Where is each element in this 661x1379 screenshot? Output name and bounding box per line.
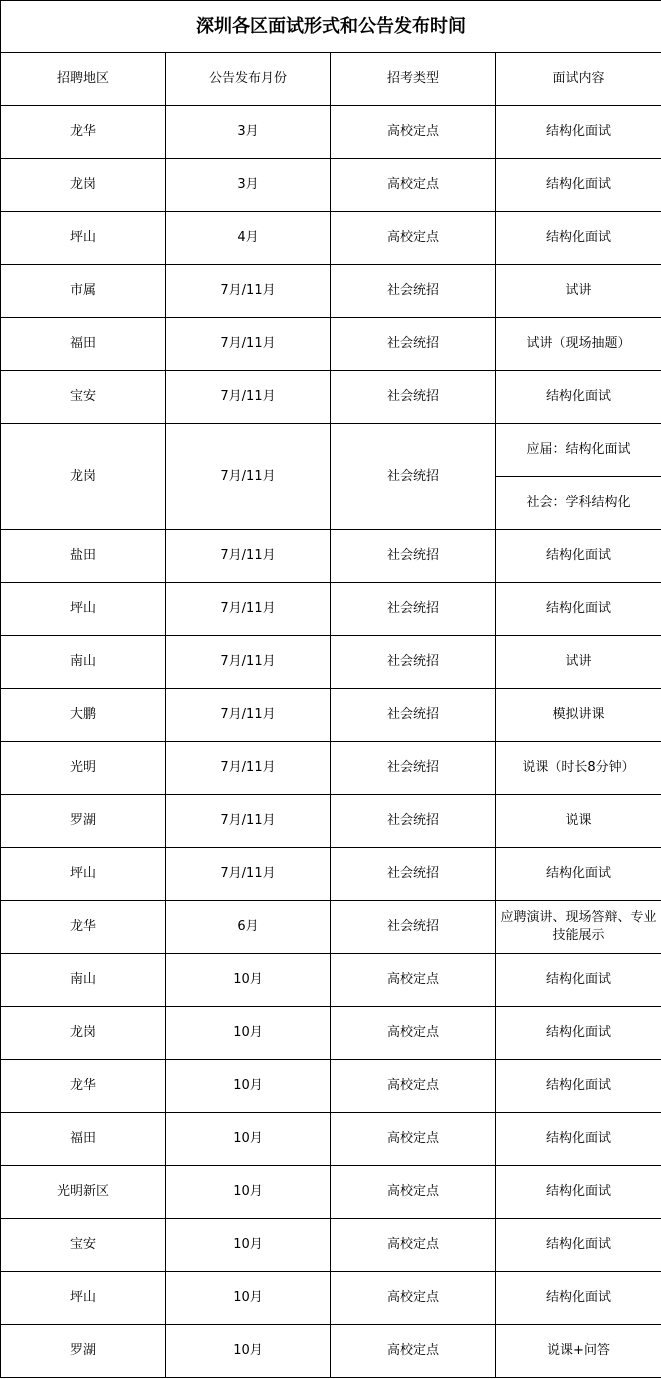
cell-month: 10月 <box>166 954 331 1007</box>
cell-region: 坪山 <box>1 212 166 265</box>
cell-content: 结构化面试 <box>496 159 661 212</box>
cell-content: 结构化面试 <box>496 1166 661 1219</box>
cell-month: 7月/11月 <box>166 795 331 848</box>
cell-region: 市属 <box>1 265 166 318</box>
cell-type: 社会统招 <box>331 636 496 689</box>
cell-region: 龙华 <box>1 1060 166 1113</box>
table-row <box>1 1007 661 1060</box>
table-row <box>1 1325 661 1378</box>
cell-content: 说课 <box>496 795 661 848</box>
cell-content: 结构化面试 <box>496 1219 661 1272</box>
title-row <box>1 1 661 53</box>
table-row <box>1 901 661 954</box>
cell-month: 7月/11月 <box>166 742 331 795</box>
cell-region: 南山 <box>1 954 166 1007</box>
cell-region: 坪山 <box>1 1272 166 1325</box>
cell-content: 试讲 <box>496 636 661 689</box>
table-row <box>1 848 661 901</box>
cell-month: 7月/11月 <box>166 689 331 742</box>
table-row <box>1 106 661 159</box>
cell-region: 龙岗 <box>1 1007 166 1060</box>
cell-month: 10月 <box>166 1113 331 1166</box>
cell-content: 说课（时长8分钟） <box>496 742 661 795</box>
cell-month: 10月 <box>166 1219 331 1272</box>
cell-month: 7月/11月 <box>166 583 331 636</box>
table-row <box>1 795 661 848</box>
cell-type: 社会统招 <box>331 848 496 901</box>
cell-region: 南山 <box>1 636 166 689</box>
cell-region: 坪山 <box>1 848 166 901</box>
cell-content: 结构化面试 <box>496 1060 661 1113</box>
cell-month: 7月/11月 <box>166 318 331 371</box>
cell-region: 福田 <box>1 318 166 371</box>
cell-month: 10月 <box>166 1007 331 1060</box>
cell-region: 福田 <box>1 1113 166 1166</box>
cell-region: 罗湖 <box>1 1325 166 1378</box>
table-row <box>1 1113 661 1166</box>
cell-type: 社会统招 <box>331 371 496 424</box>
cell-month: 10月 <box>166 1166 331 1219</box>
cell-content: 试讲（现场抽题） <box>496 318 661 371</box>
header-row <box>1 53 661 106</box>
table-row <box>1 159 661 212</box>
cell-type: 社会统招 <box>331 424 496 530</box>
cell-region: 大鹏 <box>1 689 166 742</box>
cell-region: 宝安 <box>1 1219 166 1272</box>
cell-month: 3月 <box>166 159 331 212</box>
cell-content: 结构化面试 <box>496 1113 661 1166</box>
cell-type: 社会统招 <box>331 689 496 742</box>
cell-type: 高校定点 <box>331 106 496 159</box>
cell-month: 7月/11月 <box>166 530 331 583</box>
header-month: 公告发布月份 <box>166 53 331 106</box>
cell-month: 6月 <box>166 901 331 954</box>
cell-content: 结构化面试 <box>496 848 661 901</box>
table-title: 深圳各区面试形式和公告发布时间 <box>1 1 661 53</box>
cell-type: 社会统招 <box>331 583 496 636</box>
header-type: 招考类型 <box>331 53 496 106</box>
cell-type: 社会统招 <box>331 530 496 583</box>
cell-type: 高校定点 <box>331 1113 496 1166</box>
cell-region: 光明 <box>1 742 166 795</box>
cell-month: 3月 <box>166 106 331 159</box>
cell-month: 7月/11月 <box>166 636 331 689</box>
cell-type: 社会统招 <box>331 265 496 318</box>
cell-month: 7月/11月 <box>166 424 331 530</box>
table-row <box>1 954 661 1007</box>
table-row <box>1 371 661 424</box>
cell-month: 7月/11月 <box>166 265 331 318</box>
cell-type: 社会统招 <box>331 795 496 848</box>
cell-type: 高校定点 <box>331 1007 496 1060</box>
cell-region: 龙岗 <box>1 424 166 530</box>
cell-region: 光明新区 <box>1 1166 166 1219</box>
cell-month: 10月 <box>166 1272 331 1325</box>
table-row <box>1 689 661 742</box>
header-region: 招聘地区 <box>1 53 166 106</box>
table-row <box>1 1219 661 1272</box>
table-row <box>1 212 661 265</box>
cell-type: 社会统招 <box>331 742 496 795</box>
cell-month: 10月 <box>166 1325 331 1378</box>
cell-type: 社会统招 <box>331 318 496 371</box>
cell-month: 10月 <box>166 1060 331 1113</box>
cell-type: 高校定点 <box>331 1060 496 1113</box>
cell-content: 试讲 <box>496 265 661 318</box>
table-row <box>1 1272 661 1325</box>
table-row <box>1 583 661 636</box>
cell-region: 宝安 <box>1 371 166 424</box>
cell-content: 应聘演讲、现场答辩、专业技能展示 <box>496 901 661 954</box>
cell-content: 结构化面试 <box>496 1007 661 1060</box>
table-row <box>1 636 661 689</box>
table-row <box>1 265 661 318</box>
table-row <box>1 424 661 477</box>
cell-content: 结构化面试 <box>496 583 661 636</box>
table-row <box>1 742 661 795</box>
cell-month: 7月/11月 <box>166 371 331 424</box>
cell-month: 4月 <box>166 212 331 265</box>
cell-month: 7月/11月 <box>166 848 331 901</box>
cell-content: 结构化面试 <box>496 106 661 159</box>
cell-content: 结构化面试 <box>496 212 661 265</box>
cell-content: 结构化面试 <box>496 530 661 583</box>
cell-content: 社会：学科结构化 <box>496 477 661 530</box>
table-row <box>1 1060 661 1113</box>
table-row <box>1 318 661 371</box>
cell-type: 高校定点 <box>331 1166 496 1219</box>
cell-region: 龙华 <box>1 106 166 159</box>
header-content: 面试内容 <box>496 53 661 106</box>
table-row <box>1 530 661 583</box>
cell-region: 盐田 <box>1 530 166 583</box>
cell-type: 高校定点 <box>331 1325 496 1378</box>
cell-type: 高校定点 <box>331 954 496 1007</box>
cell-region: 坪山 <box>1 583 166 636</box>
cell-type: 高校定点 <box>331 212 496 265</box>
cell-region: 龙岗 <box>1 159 166 212</box>
cell-region: 龙华 <box>1 901 166 954</box>
cell-type: 高校定点 <box>331 159 496 212</box>
cell-type: 高校定点 <box>331 1219 496 1272</box>
table-row <box>1 1166 661 1219</box>
cell-content: 结构化面试 <box>496 1272 661 1325</box>
cell-content: 结构化面试 <box>496 954 661 1007</box>
cell-region: 罗湖 <box>1 795 166 848</box>
cell-content: 应届：结构化面试 <box>496 424 661 477</box>
cell-content: 结构化面试 <box>496 371 661 424</box>
cell-content: 模拟讲课 <box>496 689 661 742</box>
cell-type: 高校定点 <box>331 1272 496 1325</box>
cell-type: 社会统招 <box>331 901 496 954</box>
cell-content: 说课+问答 <box>496 1325 661 1378</box>
